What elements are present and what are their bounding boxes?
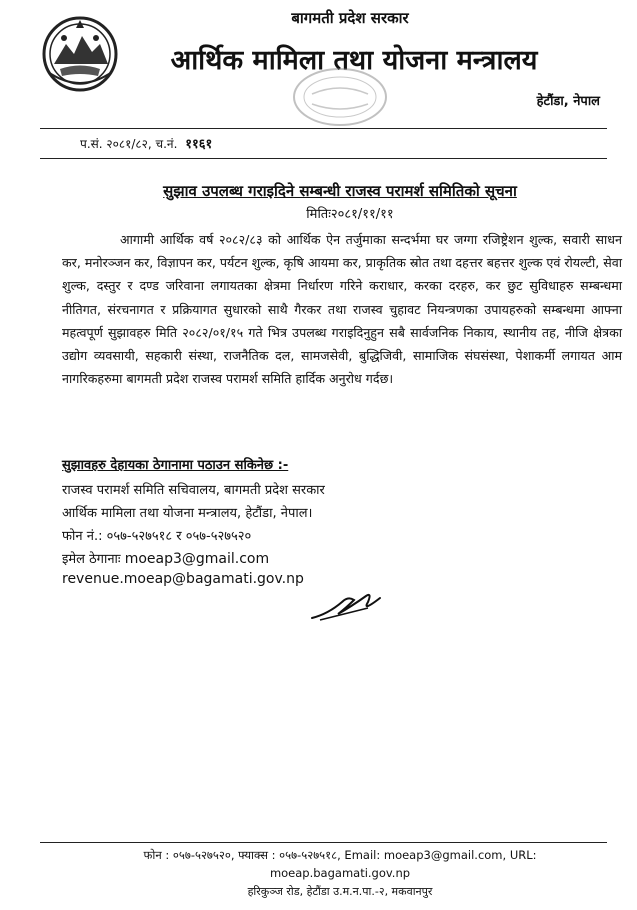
ministry-name: आर्थिक मामिला तथा योजना मन्त्रालय	[170, 45, 538, 76]
footer-url[interactable]: moeap.bagamati.gov.np	[269, 866, 411, 880]
email-label: इमेल ठेगानाः	[62, 552, 121, 567]
address-phone	[62, 526, 251, 544]
nepal-emblem-icon	[40, 14, 120, 94]
ministry-location: हेटौंडा, नेपाल	[536, 94, 600, 109]
reference-label: प.सं. २०८१/८२, च.नं.	[80, 137, 178, 151]
signature-icon	[308, 588, 388, 624]
reference-line	[80, 134, 212, 152]
address-line-1: राजस्व परामर्श समिति सचिवालय, बागमती प्रदेश सरकार	[62, 483, 325, 498]
reference-number: ११६१	[185, 137, 213, 152]
phone-label: फोन नं.:	[62, 529, 103, 544]
email-secondary[interactable]: revenue.moeap@bagamati.gov.np	[62, 571, 304, 587]
footer-divider	[40, 842, 607, 843]
address-email	[62, 549, 269, 567]
notice-title: सुझाव उपलब्ध गराइदिने सम्बन्धी राजस्व परामर्श समितिको सूचना	[163, 182, 517, 200]
phone-value: ०५७-५२७५१८ र ०५७-५२७५२०	[106, 529, 252, 544]
reference-divider	[40, 158, 607, 159]
address-heading: सुझावहरु देहायका ठेगानामा पठाउन सकिनेछ :-	[62, 458, 289, 473]
government-name: बागमती प्रदेश सरकार	[291, 9, 409, 27]
office-stamp-icon	[290, 66, 390, 128]
footer-contact: फोन : ०५७-५२७५२०, फ्याक्स : ०५७-५२७५१८, Email: moeap3@gmail.com, URL:	[143, 848, 537, 862]
header-divider	[40, 128, 607, 129]
email-primary[interactable]: moeap3@gmail.com	[124, 551, 270, 567]
notice-body: आगामी आर्थिक वर्ष २०८२/८३ को आर्थिक ऐन तर्जुमाका सन्दर्भमा घर जग्गा रजिष्ट्रेशन शुल्क, सवारी साधन कर, मनोरञ्जन कर, विज्ञापन कर, पर्यटन शुल्क, कृषि आयमा कर, प्राकृतिक स्रोत तथा दहत्तर बहत्तर शुल्क एवं रोयल्टी, सेवा शुल्क, दस्तुर र दण्ड जरिवाना लगायतका क्षेत्रमा निर्धारण गरिने कराधार, करका दरहरु, कर छुट सुविधाहरु सम्बन्धमा नीतिगत, संरचनागत र प्रक्रियागत सुधारको साथै गैरकर तथा राजस्व चुहावट नियन्त्रणका उपायहरुको सम्बन्धमा आफ्ना महत्वपूर्ण सुझावहरु मिति २०८२/०१/१५ गते भित्र उपलब्ध गराइदिनुहुन सबै सार्वजनिक निकाय, स्थानीय तह, नीजि क्षेत्रका उद्योग व्यवसायी, सहकारी संस्था, राजनैतिक दल, सामजसेवी, बुद्धिजिवी, सामाजिक संघसंस्था, पेशाकर्मी लगायत आम नागरिकहरुमा बागमती प्रदेश राजस्व परामर्श समिति हार्दिक अनुरोध गर्दछ।	[62, 232, 622, 387]
address-line-2: आर्थिक मामिला तथा योजना मन्त्रालय, हेटौंडा, नेपाल।	[62, 506, 313, 521]
footer-address: हरिकुञ्ज रोड, हेटौंडा उ.म.न.पा.-२, मकवानपुर	[247, 885, 433, 898]
notice-date: मितिः२०८१/११/११	[306, 207, 394, 222]
